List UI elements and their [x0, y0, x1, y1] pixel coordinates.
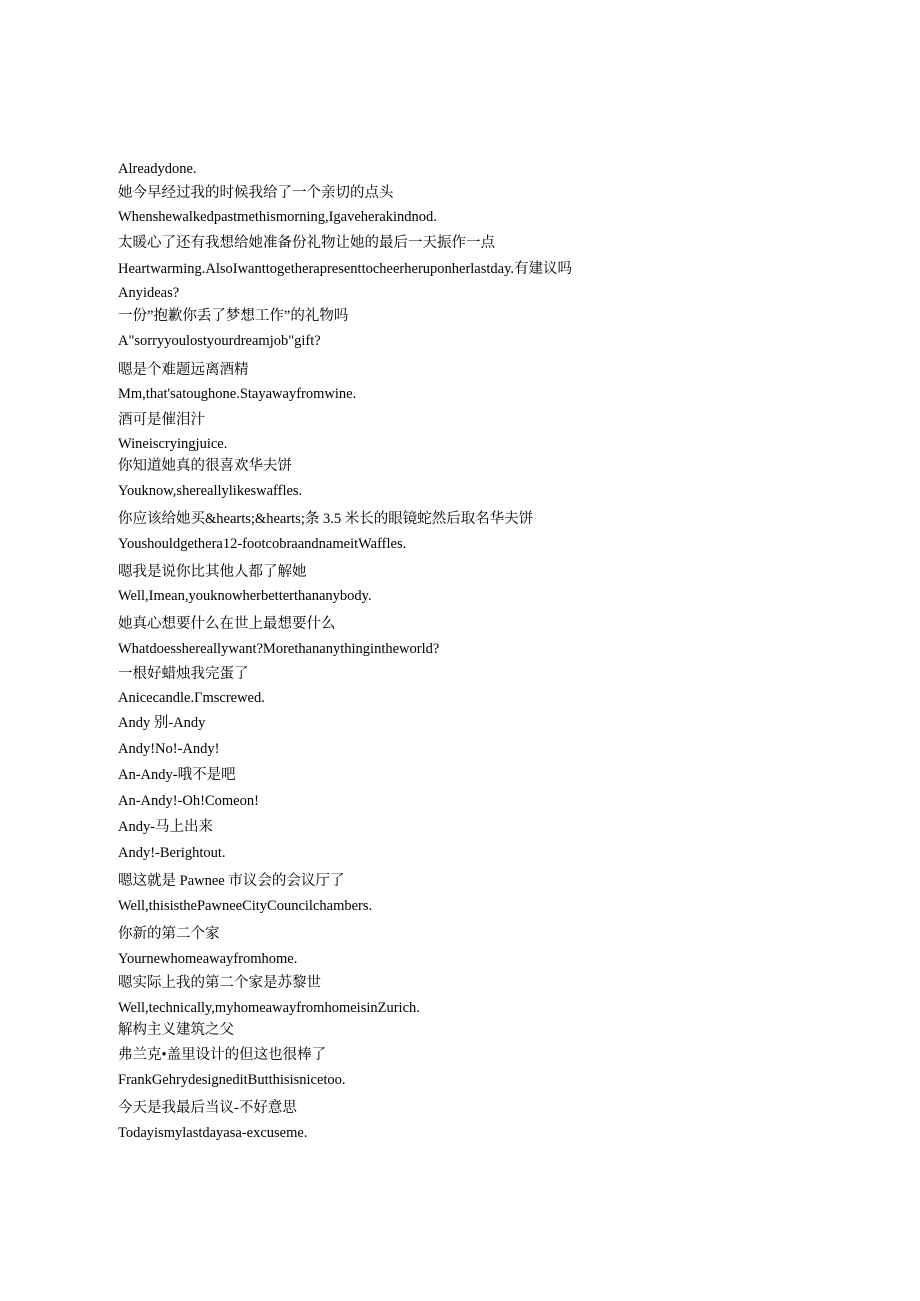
text-line: Anicecandle.Γmscrewed. — [118, 690, 265, 706]
text-line: 今天是我最后当议-不好意思 — [118, 1100, 297, 1116]
text-line: 嗯实际上我的第二个家是苏黎世 — [118, 975, 321, 991]
text-line: 太暖心了还有我想给她准备份礼物让她的最后一天振作一点 — [118, 235, 495, 251]
text-line: Anyideas? — [118, 285, 180, 301]
text-line: Todayismylastdayasa-excuseme. — [118, 1125, 308, 1141]
text-line: 嗯这就是 Pawnee 市议会的会议厅了 — [118, 873, 345, 889]
text-line: Well,thisisthePawneeCityCouncilchambers. — [118, 898, 373, 914]
text-line: 你应该给她买&hearts;&hearts;条 3.5 米长的眼镜蛇然后取名华夫饼 — [118, 511, 534, 527]
text-line: 一份”抱歉你丢了梦想工作”的礼物吗 — [118, 308, 349, 324]
text-line: Alreadydone. — [118, 161, 197, 177]
text-line: Yournewhomeawayfromhome. — [118, 951, 298, 967]
text-line: 她真心想要什么在世上最想要什么 — [118, 616, 336, 632]
text-line: Youknow,shereallylikeswaffles. — [118, 483, 303, 499]
text-line: 你知道她真的很喜欢华夫饼 — [118, 458, 292, 474]
text-line: 解构主义建筑之父 — [118, 1022, 234, 1038]
text-line: Heartwarming.AlsoIwanttogetherapresenttocheerheruponherlastday.有建议吗 — [118, 261, 573, 277]
text-line: Andy 别-Andy — [118, 715, 206, 731]
text-line: 一根好蜡烛我完蛋了 — [118, 666, 249, 682]
text-line: Mm,that'satoughone.Stayawayfromwine. — [118, 386, 357, 402]
text-line: 你新的第二个家 — [118, 926, 220, 942]
text-line: An-Andy!-Oh!Comeon! — [118, 793, 259, 809]
text-line: 酒可是催泪汁 — [118, 412, 205, 428]
text-line: 嗯我是说你比其他人都了解她 — [118, 564, 307, 580]
text-line: Wineiscryingjuice. — [118, 436, 228, 452]
text-line: Well,technically,myhomeawayfromhomeisinZurich. — [118, 1000, 420, 1016]
text-line: 她今早经过我的时候我给了一个亲切的点头 — [118, 185, 394, 201]
text-line: 嗯是个难题远离酒精 — [118, 362, 249, 378]
text-line: Whenshewalkedpastmethismorning,Igaveherakindnod. — [118, 209, 437, 225]
text-line: Youshouldgethera12-footcobraandnameitWaffles. — [118, 536, 407, 552]
text-line: A"sorryyoulostyourdreamjob"gift? — [118, 333, 321, 349]
subtitle-lines — [118, 160, 878, 1142]
text-line: FrankGehrydesigneditButthisisnicetoo. — [118, 1072, 346, 1088]
text-line: An-Andy-哦不是吧 — [118, 767, 236, 783]
text-line: 弗兰克•盖里设计的但这也很棒了 — [118, 1047, 327, 1063]
text-line: Andy-马上出来 — [118, 819, 214, 835]
text-line: Whatdoesshereallywant?Morethananythingintheworld? — [118, 641, 440, 657]
text-line: Andy!-Berightout. — [118, 845, 226, 861]
text-line: Andy!No!-Andy! — [118, 741, 220, 757]
text-line: Well,Imean,youknowherbetterthananybody. — [118, 588, 372, 604]
